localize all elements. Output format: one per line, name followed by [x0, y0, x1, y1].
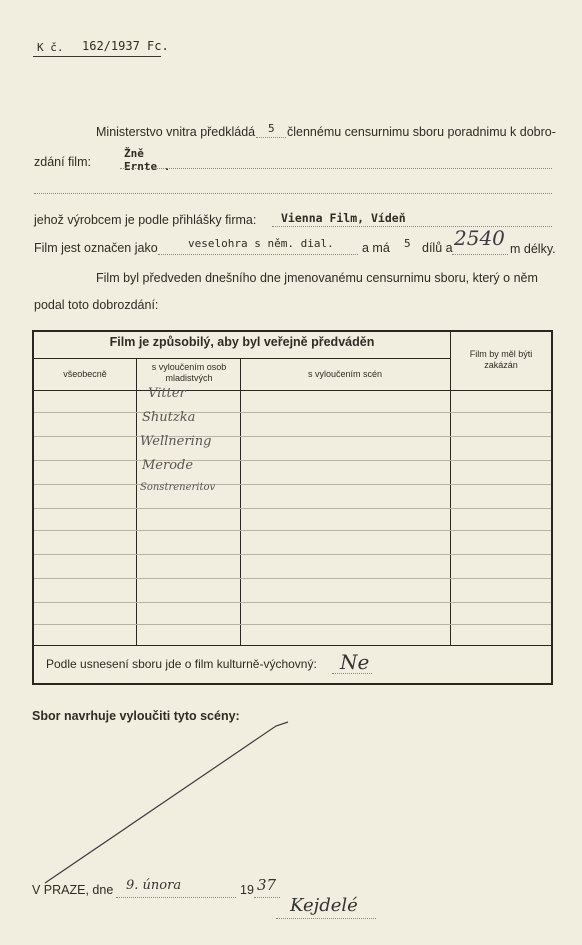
blank-dots — [34, 193, 552, 194]
marked-dots — [158, 254, 358, 255]
row-line — [34, 436, 551, 437]
signature-line — [276, 918, 376, 919]
row-line — [34, 460, 551, 461]
producer-label: jehož výrobcem je podle přihlášky firma: — [34, 213, 257, 227]
row-line — [34, 554, 551, 555]
signature-4: Merode — [142, 458, 194, 473]
col-divider-3 — [450, 332, 451, 645]
year-prefix: 19 — [240, 883, 254, 897]
row-line — [34, 530, 551, 531]
col-general-header: všeobecně — [63, 369, 107, 379]
signature-5: Sonstreneritov — [140, 482, 216, 493]
row-line — [34, 602, 551, 603]
length-value: 2540 — [454, 226, 505, 250]
shown-text: Film byl předveden dnešního dne jmenovanému censurnimu sboru, který o něm — [96, 271, 538, 285]
film-label: zdání film: — [34, 155, 91, 169]
cultural-label: Podle usnesení sboru jde o film kulturně-výchovný: — [46, 657, 317, 671]
film-title-czech: Žně — [124, 147, 144, 160]
row-line — [34, 412, 551, 413]
verdict-table — [32, 330, 553, 685]
row-line — [34, 624, 551, 625]
year-suffix: 37 — [257, 876, 277, 894]
date-value: 9. února — [126, 878, 182, 893]
col-scenes-header: s vyloučením scén — [307, 369, 383, 379]
header-underline — [34, 390, 551, 391]
marked-value: veselohra s něm. dial. — [188, 237, 334, 250]
table-title: Film je způsobilý, aby byl veřejně předváděn — [109, 335, 375, 349]
film-title-german: Ernte . — [124, 160, 171, 173]
row-line — [34, 508, 551, 509]
producer-value: Vienna Film, Vídeň — [281, 211, 406, 225]
intro-text-a: Ministerstvo vnitra předkládá — [96, 125, 256, 139]
has-label: a má — [362, 241, 390, 255]
committee-signatures — [140, 386, 250, 506]
year-dots — [254, 897, 280, 898]
title-underline — [34, 358, 450, 359]
shown-text-2: podal toto dobrozdání: — [34, 298, 159, 312]
reference-number: 162/1937 Fc. — [82, 39, 169, 53]
scenes-heading: Sbor navrhuje vyloučiti tyto scény: — [32, 709, 240, 723]
date-dots — [116, 897, 236, 898]
parts-value: 5 — [404, 237, 411, 250]
intro-dots — [256, 137, 286, 138]
marked-label: Film jest označen jako — [34, 241, 158, 255]
reference-prefix: K č. — [37, 41, 64, 54]
row-line — [34, 578, 551, 579]
intro-text-b: člennému censurnimu sboru poradnimu k dobro- — [287, 125, 556, 139]
producer-dots — [272, 226, 552, 227]
cultural-value: Ne — [340, 650, 370, 674]
strike-line — [40, 718, 290, 888]
length-dots — [452, 254, 508, 255]
committee-size: 5 — [268, 122, 275, 135]
body-bottom-line — [34, 645, 551, 646]
signature-1: Vitter — [148, 386, 186, 401]
signature-3: Wellnering — [140, 434, 212, 449]
film-title-dots — [120, 168, 552, 169]
col-youth-header: s vyloučením osob mladistvých — [151, 362, 227, 383]
col-banned-header: Film by měl býti zakázán — [469, 349, 533, 370]
row-line — [34, 484, 551, 485]
signature-2: Shutzka — [142, 410, 196, 425]
length-unit: m délky. — [510, 242, 556, 256]
parts-label: dílů a — [422, 241, 453, 255]
place-label: V PRAZE, dne — [32, 883, 114, 897]
official-signature: Kejdelé — [290, 895, 358, 916]
